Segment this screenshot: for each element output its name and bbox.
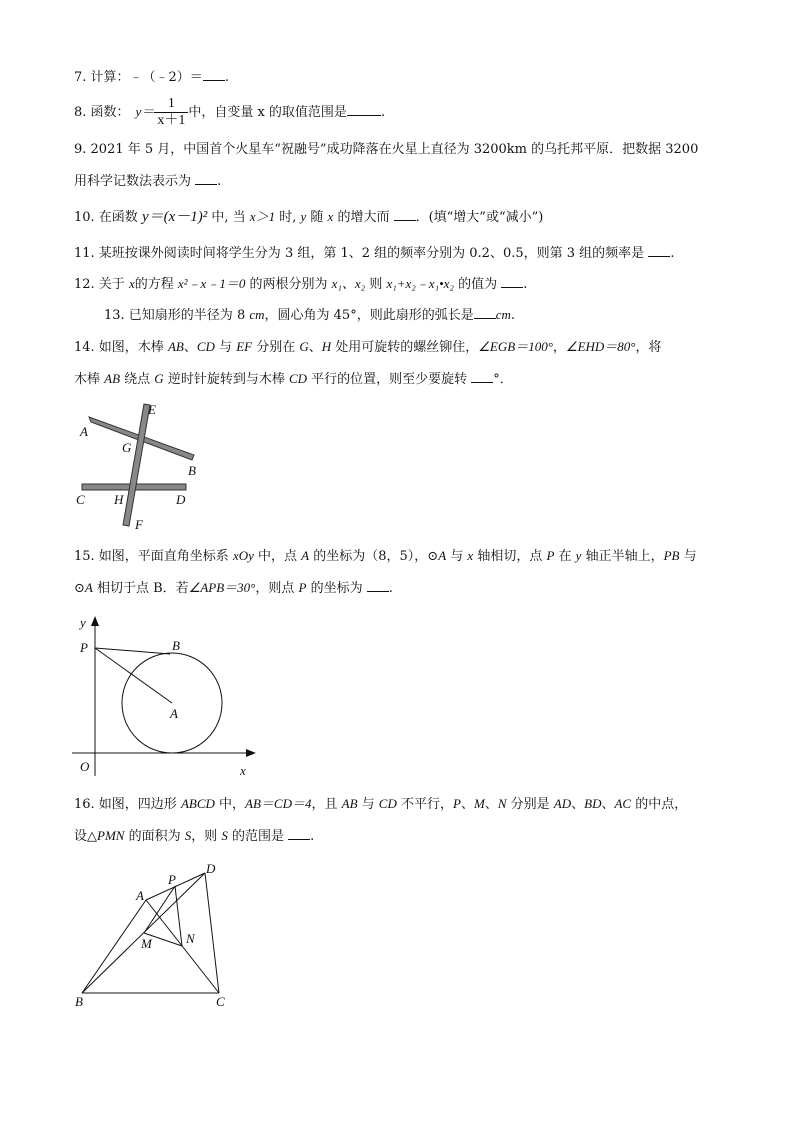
label-o: O bbox=[80, 759, 90, 774]
question-12: 12. 关于 x的方程 x²﹣x﹣1＝0 的两根分别为 x₁、x₂ 则 x₁+x₂﹣x₁•x₂ 的值为 . bbox=[74, 276, 528, 292]
label-b: B bbox=[75, 994, 83, 1009]
label-a: A bbox=[136, 888, 144, 903]
question-15: 15. 如图，平面直角坐标系 xOy 中，点 A 的坐标为（8，5），⊙A 与 x 轴相切，点 P 在 y 轴正半轴上，PB 与 bbox=[74, 548, 697, 564]
label-d: D bbox=[206, 861, 216, 876]
question-14-line2: 木棒 AB 绕点 G 逆时针旋转到与木棒 CD 平行的位置，则至少要旋转 °． bbox=[74, 371, 513, 387]
y-axis-arrow bbox=[91, 616, 99, 626]
answer-blank[interactable] bbox=[288, 827, 310, 840]
label-b: B bbox=[172, 638, 180, 653]
label-p: P bbox=[168, 872, 176, 887]
question-8: 8. 函数： y＝ $\frac{1}{x+1}$ 中，自变量 x 的取值范围是 . bbox=[74, 96, 386, 128]
answer-blank[interactable] bbox=[367, 579, 389, 592]
rod-ef bbox=[123, 404, 150, 526]
label-f: F bbox=[135, 517, 143, 531]
x-axis-arrow bbox=[246, 749, 256, 757]
label-b: B bbox=[188, 463, 196, 478]
label-h: H bbox=[114, 492, 124, 507]
figure-14 bbox=[70, 396, 210, 531]
answer-blank[interactable] bbox=[195, 172, 217, 185]
question-7: 7. 计算：﹣（﹣2）＝ . bbox=[74, 70, 229, 85]
segment-pn bbox=[175, 886, 182, 946]
fraction: $\frac{1}{x+1}$ bbox=[154, 96, 188, 129]
label-e: E bbox=[148, 402, 156, 417]
question-10: 10. 在函数 y＝(x－1)² 中, 当 x＞1 时, y 随 x 的增大而 ．(填“增大”或“减小”) bbox=[74, 209, 544, 225]
answer-blank[interactable] bbox=[471, 370, 493, 383]
label-m: M bbox=[141, 936, 152, 951]
answer-blank[interactable] bbox=[203, 68, 225, 81]
label-d: D bbox=[176, 492, 186, 507]
question-9-line2: 用科学记数法表示为 . bbox=[74, 174, 222, 189]
segment-pm bbox=[144, 886, 175, 933]
side-ab bbox=[82, 900, 146, 993]
answer-blank[interactable] bbox=[501, 275, 523, 288]
label-c: C bbox=[216, 994, 225, 1009]
segment-pb bbox=[95, 648, 170, 654]
label-a: A bbox=[80, 424, 88, 439]
label-g: G bbox=[122, 440, 132, 455]
question-15-line2: ⊙A 相切于点 B．若∠APB＝30°，则点 P 的坐标为 . bbox=[74, 580, 393, 596]
label-a: A bbox=[170, 706, 178, 721]
label-c: C bbox=[76, 492, 85, 507]
label-p: P bbox=[80, 640, 88, 655]
question-16-line2: 设△PMN 的面积为 S，则 S 的范围是 . bbox=[74, 828, 315, 844]
question-14: 14. 如图，木棒 AB、CD 与 EF 分别在 G、H 处用可旋转的螺丝铆住，∠EGB＝100°，∠EHD＝80°，将 bbox=[74, 339, 662, 355]
label-y: y bbox=[80, 615, 86, 630]
answer-blank[interactable] bbox=[474, 306, 496, 319]
segment-pa bbox=[95, 648, 172, 703]
answer-blank[interactable] bbox=[648, 244, 670, 257]
side-cd bbox=[205, 873, 219, 993]
question-9: 9. 2021 年 5 月，中国首个火星车“祝融号”成功降落在火星上直径为 3200km 的乌托邦平原．把数据 3200 bbox=[74, 142, 699, 157]
question-13: 13. 已知扇形的半径为 8 cm，圆心角为 45°，则此扇形的弧长是 cm. bbox=[104, 307, 516, 323]
answer-blank[interactable] bbox=[394, 208, 416, 221]
question-16: 16. 如图，四边形 ABCD 中，AB＝CD＝4，且 AB 与 CD 不平行，P、M、N 分别是 AD、BD、AC 的中点， bbox=[74, 796, 688, 812]
question-11: 11. 某班按课外阅读时间将学生分为 3 组，第 1、2 组的频率分别为 0.2、0.5，则第 3 组的频率是 . bbox=[74, 246, 675, 261]
label-n: N bbox=[186, 931, 195, 946]
figure-16 bbox=[70, 858, 240, 1013]
label-x: x bbox=[240, 763, 246, 778]
figure-15 bbox=[70, 612, 270, 782]
answer-blank[interactable] bbox=[347, 103, 381, 116]
